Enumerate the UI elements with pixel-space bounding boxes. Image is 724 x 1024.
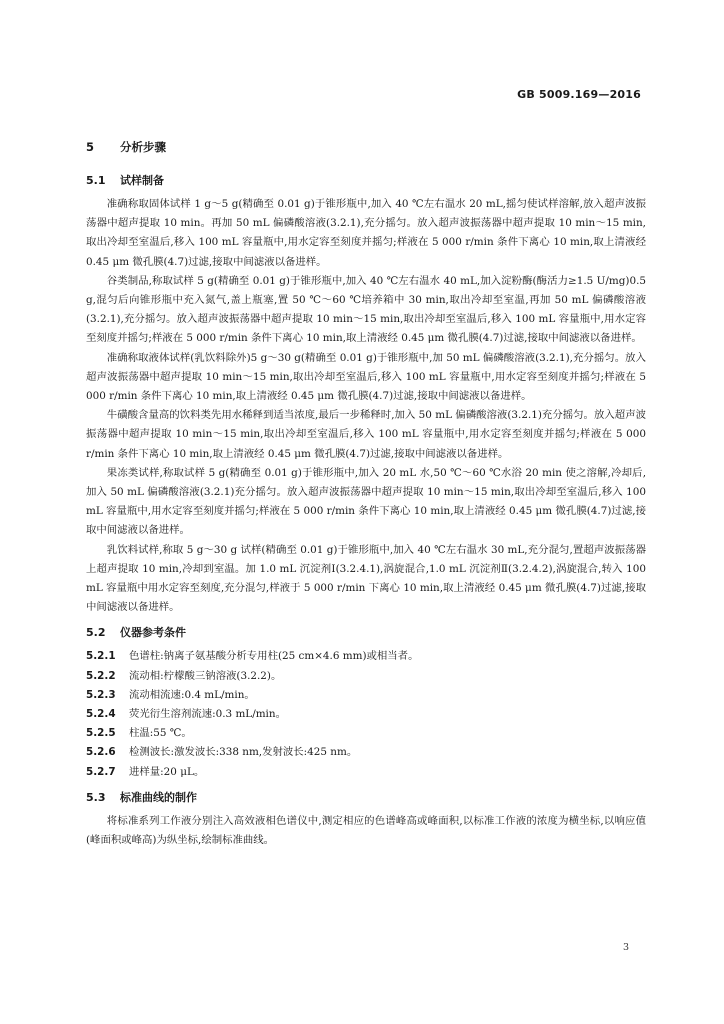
item-text: 检测波长:激发波长:338 nm,发射波长:425 nm。 (129, 746, 358, 759)
paragraph-cereal-products: 谷类制品,称取试样 5 g(精确至 0.01 g)于锥形瓶中,加入 40 ℃左右温水 40 mL,加入淀粉酶(酶活力≥1.5 U/mg)0.5 g,混匀后向锥形瓶中充入氮气,盖上瓶塞,置 50 ℃～60 ℃培养箱中 30 min,取出冷却至室温,再加 50 mL 偏磷酸溶液(3.2.1),充分摇匀。放入超声波振荡器中超声提取 10 min～15 min,取出冷却至室温后,移入 100 mL 容量瓶中,用水定容至刻度并摇匀;样液在 5 000 r/min 条件下离心 10 min,取上清液经 0.45 μm 微孔膜(4.7)过滤,接取中间滤液以备进样。 (86, 274, 646, 345)
paragraph-standard-curve: 将标准系列工作液分别注入高效液相色谱仪中,测定相应的色谱峰高或峰面积,以标准工作液的浓度为横坐标,以响应值(峰面积或峰高)为纵坐标,绘制标准曲线。 (86, 814, 646, 847)
list-item (86, 667, 646, 686)
section-title: 试样制备 (120, 174, 164, 187)
section-heading-5-2 (86, 624, 646, 642)
instrument-conditions-list (86, 647, 646, 781)
list-item (86, 743, 646, 762)
document-body (86, 138, 646, 850)
paragraph-jelly-sample: 果冻类试样,称取试样 5 g(精确至 0.01 g)于锥形瓶中,加入 20 mL 水,50 ℃～60 ℃水浴 20 min 使之溶解,冷却后,加入 50 mL 偏磷酸溶液(3.2.1)充分摇匀。放入超声波振荡器中超声提取 10 min～15 min,取出冷却至室温后,移入 100 mL 容量瓶中,用水定容至刻度并摇匀;样液在 5 000 r/min 条件下离心 10 min,取上清液经 0.45 μm 微孔膜(4.7)过滤,接取中间滤液以备进样。 (86, 466, 646, 537)
list-item (86, 724, 646, 743)
section-number: 5.1 (86, 174, 106, 187)
item-text: 流动相:柠檬酸三钠溶液(3.2.2)。 (129, 669, 282, 682)
standard-code: GB 5009.169—2016 (517, 88, 641, 101)
list-item (86, 647, 646, 666)
section-title: 分析步骤 (120, 140, 166, 154)
paragraph-milk-drink-sample: 乳饮料试样,称取 5 g～30 g 试样(精确至 0.01 g)于锥形瓶中,加入 40 ℃左右温水 30 mL,充分混匀,置超声波振荡器上超声提取 10 min,冷却到室温。加 1.0 mL 沉淀剂Ⅰ(3.2.4.1),涡旋混合,1.0 mL 沉淀剂Ⅱ(3.2.4.2),涡旋混合,转入 100 mL 容量瓶中用水定容至刻度,充分混匀,样液于 5 000 r/min 下离心 10 min,取上清液经 0.45 μm 微孔膜(4.7)过滤,接取中间滤液以备进样。 (86, 543, 646, 614)
section-title: 仪器参考条件 (120, 626, 186, 640)
page-number: 3 (622, 942, 629, 953)
list-item (86, 705, 646, 724)
section-heading-5 (86, 138, 646, 156)
item-text: 进样量:20 μL。 (129, 765, 205, 778)
paragraph-liquid-sample: 准确称取液体试样(乳饮料除外)5 g～30 g(精确至 0.01 g)于锥形瓶中,加 50 mL 偏磷酸溶液(3.2.1),充分摇匀。放入超声波振荡器中超声提取 10 min～15 min,取出冷却至室温后,移入 100 mL 容量瓶中,用水定容至刻度并摇匀;样液在 5 000 r/min 条件下离心 10 min,取上清液经 0.45 μm 微孔膜(4.7)过滤,接取中间滤液以备进样。 (86, 351, 646, 403)
list-item (86, 763, 646, 782)
list-item (86, 686, 646, 705)
item-text: 柱温:55 ℃。 (129, 727, 192, 740)
item-number: 5.2.1 (86, 650, 116, 663)
paragraph-high-taurine-drinks: 牛磺酸含量高的饮料类先用水稀释到适当浓度,最后一步稀释时,加入 50 mL 偏磷酸溶液(3.2.1)充分摇匀。放入超声波振荡器中超声提取 10 min～15 min,取出冷却至室温后,移入 100 mL 容量瓶中,用水定容至刻度并摇匀;样液在 5 000 r/min 条件下离心 10 min,取上清液经 0.45 μm 微孔膜(4.7)过滤,接取中间滤液以备进样。 (86, 409, 646, 460)
item-text: 荧光衍生溶剂流速:0.3 mL/min。 (129, 708, 286, 721)
item-number: 5.2.7 (86, 765, 116, 778)
section-title: 标准曲线的制作 (120, 790, 197, 804)
item-text: 流动相流速:0.4 mL/min。 (129, 688, 255, 701)
item-number: 5.2.4 (86, 708, 116, 721)
section-number: 5 (86, 140, 95, 154)
item-number: 5.2.5 (86, 727, 116, 740)
section-number: 5.2 (86, 626, 106, 640)
section-heading-5-3 (86, 789, 646, 807)
item-number: 5.2.6 (86, 746, 116, 759)
paragraph-solid-sample: 准确称取固体试样 1 g～5 g(精确至 0.01 g)于锥形瓶中,加入 40 ℃左右温水 20 mL,摇匀使试样溶解,放入超声波振荡器中超声提取 10 min。再加 50 mL 偏磷酸溶液(3.2.1),充分摇匀。放入超声波振荡器中超声提取 10 min～15 min,取出冷却至室温后,移入 100 mL 容量瓶中,用水定容至刻度并摇匀;样液在 5 000 r/min 条件下离心 10 min,取上清液经 0.45 μm 微孔膜(4.7)过滤,接取中间滤液以备进样。 (86, 198, 646, 268)
section-number: 5.3 (86, 790, 106, 804)
section-heading-5-1 (86, 172, 646, 190)
item-text: 色谱柱:钠离子氨基酸分析专用柱(25 cm×4.6 mm)或相当者。 (129, 650, 419, 663)
item-number: 5.2.2 (86, 669, 116, 682)
item-number: 5.2.3 (86, 688, 116, 701)
